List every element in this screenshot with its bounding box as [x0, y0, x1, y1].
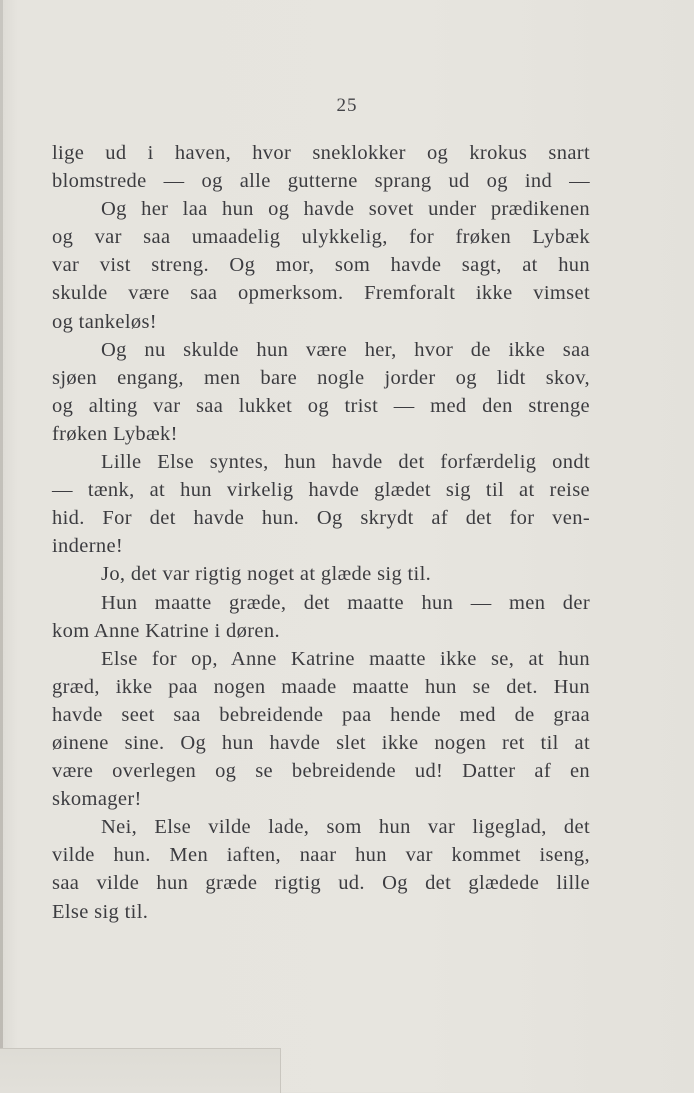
- page-binding-edge: [0, 0, 3, 1092]
- text-line: og alting var saa lukket og trist — med den strenge: [52, 394, 590, 417]
- text-line: Jo, det var rigtig noget at glæde sig til.: [101, 563, 432, 586]
- bottom-paper-strip: [0, 1048, 281, 1093]
- text-line: og var saa umaadelig ulykkelig, for frøken Lybæk: [52, 226, 590, 249]
- text-line: saa vilde hun græde rigtig ud. Og det glædede lille: [52, 872, 590, 895]
- text-line: lige ud i haven, hvor sneklokker og krokus snart: [52, 142, 590, 164]
- text-line: og tankeløs!: [52, 310, 157, 333]
- text-line: øinene sine. Og hun havde slet ikke nogen ret til at: [52, 731, 590, 754]
- page-number: 25: [336, 95, 358, 116]
- text-line: vilde hun. Men iaften, naar hun var kommet iseng,: [52, 844, 590, 867]
- text-line: Else for op, Anne Katrine maatte ikke se, at hun: [101, 647, 590, 670]
- text-line: hid. For det havde hun. Og skrydt af det for ven-: [52, 507, 590, 530]
- text-line: Og nu skulde hun være her, hvor de ikke saa: [101, 338, 590, 361]
- body-text: [52, 139, 590, 926]
- text-line: Og her laa hun og havde sovet under prædikenen: [101, 198, 590, 221]
- text-line: Hun maatte græde, det maatte hun — men der: [101, 591, 590, 614]
- text-line: kom Anne Katrine i døren.: [52, 619, 280, 642]
- text-line: frøken Lybæk!: [52, 422, 178, 445]
- text-line: Lille Else syntes, hun havde det forfærdelig ondt: [101, 451, 590, 474]
- text-line: inderne!: [52, 535, 124, 558]
- text-line: — tænk, at hun virkelig havde glædet sig til at reise: [52, 479, 590, 502]
- text-line: var vist streng. Og mor, som havde sagt, at hun: [52, 254, 590, 277]
- text-line: skomager!: [52, 788, 142, 811]
- text-line: Nei, Else vilde lade, som hun var ligeglad, det: [101, 816, 590, 839]
- text-line: græd, ikke paa nogen maade maatte hun se det. Hun: [52, 675, 590, 698]
- text-line: være overlegen og se bebreidende ud! Datter af en: [52, 760, 590, 783]
- text-line: sjøen engang, men bare nogle jorder og lidt skov,: [52, 366, 590, 389]
- text-line: blomstrede — og alle gutterne sprang ud og ind —: [52, 170, 590, 193]
- text-line: Else sig til.: [52, 900, 149, 923]
- text-line: havde seet saa bebreidende paa hende med de graa: [52, 703, 590, 726]
- text-line: skulde være saa opmerksom. Fremforalt ikke vimset: [52, 282, 590, 305]
